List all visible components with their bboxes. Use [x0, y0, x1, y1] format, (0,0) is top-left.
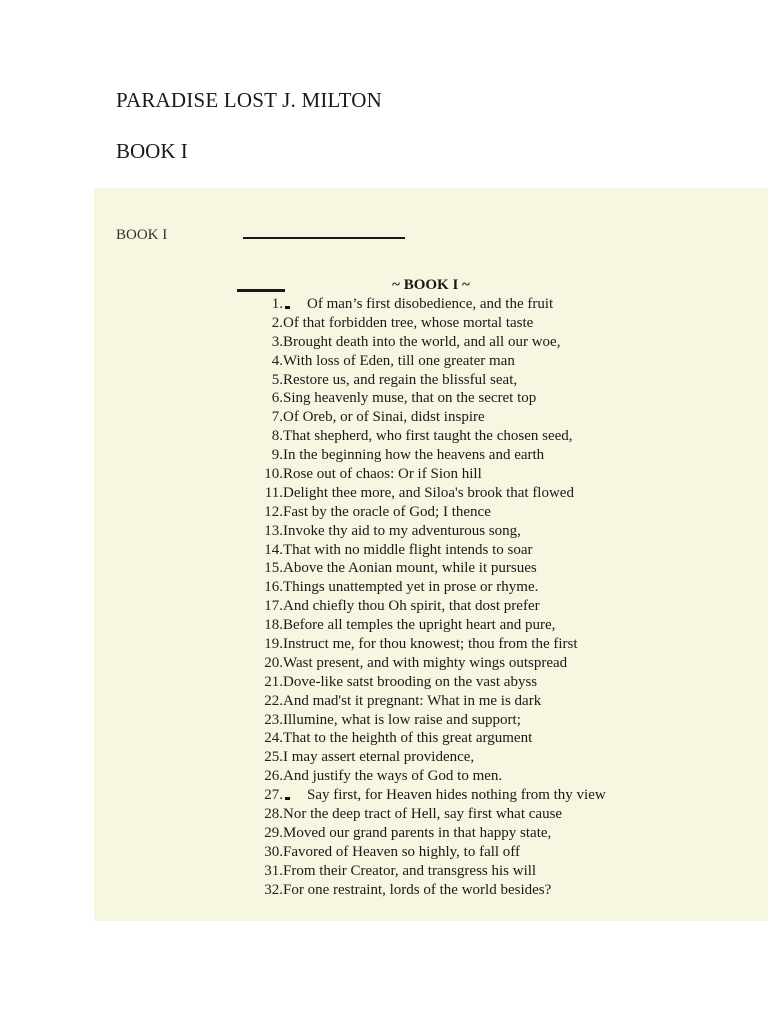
line-text: Delight thee more, and Siloa's brook that flowed [283, 484, 574, 501]
line-text: Things unattempted yet in prose or rhyme. [283, 579, 539, 596]
line-text: That shepherd, who first taught the chosen seed, [283, 428, 573, 445]
line-number: 5. [271, 371, 283, 388]
poem-line [254, 559, 537, 578]
line-number: 31. [264, 862, 283, 879]
line-text: In the beginning how the heavens and earth [283, 447, 545, 464]
line-number: 8. [271, 428, 283, 445]
poem-line [254, 465, 482, 484]
poem-line [254, 805, 563, 824]
line-text: Before all temples the upright heart and pure, [283, 617, 556, 634]
line-text: Brought death into the world, and all our woe, [283, 333, 561, 350]
line-text: And justify the ways of God to men. [283, 768, 503, 785]
document-title: PARADISE LOST J. MILTON [116, 88, 382, 112]
poem-line [254, 767, 503, 786]
poem-line [254, 673, 538, 692]
line-text: I may assert eternal providence, [283, 749, 475, 766]
line-number: 11. [264, 484, 283, 501]
line-text: With loss of Eden, till one greater man [283, 352, 515, 369]
line-text: Dove-like satst brooding on the vast abyss [283, 673, 538, 690]
line-number: 13. [264, 522, 283, 539]
poem-line [254, 503, 491, 522]
line-number: 12. [264, 503, 283, 520]
line-text: That to the heighth of this great argument [283, 730, 533, 747]
poem-line [254, 522, 521, 541]
poem-line [254, 541, 533, 560]
poem-line [254, 427, 573, 446]
poem-heading [94, 277, 768, 294]
poem-line [254, 692, 542, 711]
line-number: 6. [271, 390, 283, 407]
poem-line [254, 352, 515, 371]
line-text: Sing heavenly muse, that on the secret top [283, 390, 537, 407]
line-number: 10. [264, 466, 283, 483]
poem-line [254, 446, 545, 465]
line-number: 1. [271, 296, 283, 312]
poem-line [254, 654, 568, 673]
panel-label: BOOK I [116, 227, 168, 243]
line-text: Of that forbidden tree, whose mortal taste [283, 314, 534, 331]
line-number: 21. [264, 673, 283, 690]
line-number: 25. [264, 749, 283, 766]
poem-lines [254, 295, 606, 900]
poem-line [254, 389, 537, 408]
poem-line [254, 711, 521, 730]
line-number: 3. [271, 333, 283, 350]
line-number: 2. [271, 314, 283, 331]
line-number: 32. [264, 881, 283, 898]
line-text: Rose out of chaos: Or if Sion hill [283, 466, 482, 483]
line-number: 24. [264, 730, 283, 747]
line-text: Fast by the oracle of God; I thence [283, 503, 491, 520]
line-number: 29. [264, 824, 283, 841]
line-text: From their Creator, and transgress his will [283, 862, 537, 879]
line-text: And mad'st it pregnant: What in me is dark [283, 692, 542, 709]
poem-panel [94, 188, 768, 921]
poem-line [254, 843, 521, 862]
line-text: Favored of Heaven so highly, to fall off [283, 843, 521, 860]
poem-line [254, 408, 485, 427]
poem-line [254, 484, 574, 503]
line-number: 7. [271, 409, 283, 426]
poem-line [254, 786, 606, 805]
line-number: 23. [264, 711, 283, 728]
line-text: Above the Aonian mount, while it pursues [283, 560, 537, 577]
poem-line [254, 616, 556, 635]
line-text: Nor the deep tract of Hell, say first what cause [283, 806, 563, 823]
line-text: For one restraint, lords of the world besides? [283, 881, 552, 898]
line-number: 9. [271, 447, 283, 464]
poem-heading-text: ~ BOOK I ~ [392, 277, 470, 293]
poem-line [254, 295, 554, 314]
line-number: 30. [264, 843, 283, 860]
line-text: That with no middle flight intends to soar [283, 541, 533, 558]
poem-line [254, 597, 540, 616]
line-number: 22. [264, 692, 283, 709]
line-number: 16. [264, 579, 283, 596]
line-number: 15. [264, 560, 283, 577]
line-number: 28. [264, 806, 283, 823]
line-number: 26. [264, 768, 283, 785]
footnote-marker [285, 306, 290, 309]
poem-line [254, 314, 534, 333]
line-text: Say first, for Heaven hides nothing from thy view [307, 787, 606, 804]
line-number: 27. [264, 787, 283, 804]
line-text: Of man’s first disobedience, and the fruit [307, 296, 554, 312]
poem-line [254, 748, 475, 767]
line-text: Instruct me, for thou knowest; thou from the first [283, 636, 578, 653]
footnote-marker [285, 797, 290, 800]
line-text: Moved our grand parents in that happy state, [283, 824, 552, 841]
line-text: Wast present, and with mighty wings outspread [283, 654, 568, 671]
line-number: 20. [264, 654, 283, 671]
poem-line [254, 578, 539, 597]
poem-line [254, 881, 552, 900]
line-number: 14. [264, 541, 283, 558]
book-subtitle: BOOK I [116, 139, 188, 163]
line-number: 18. [264, 617, 283, 634]
line-text: And chiefly thou Oh spirit, that dost prefer [283, 598, 540, 615]
line-text: Illumine, what is low raise and support; [283, 711, 521, 728]
poem-line [254, 333, 561, 352]
line-text: Invoke thy aid to my adventurous song, [283, 522, 521, 539]
line-number: 4. [271, 352, 283, 369]
line-number: 17. [264, 598, 283, 615]
line-text: Restore us, and regain the blissful seat, [283, 371, 518, 388]
poem-line [254, 371, 518, 390]
line-number: 19. [264, 636, 283, 653]
poem-line [254, 824, 552, 843]
poem-line [254, 862, 537, 881]
poem-line [254, 635, 578, 654]
line-text: Of Oreb, or of Sinai, didst inspire [283, 409, 485, 426]
separator-rule [243, 237, 405, 239]
poem-line [254, 729, 533, 748]
